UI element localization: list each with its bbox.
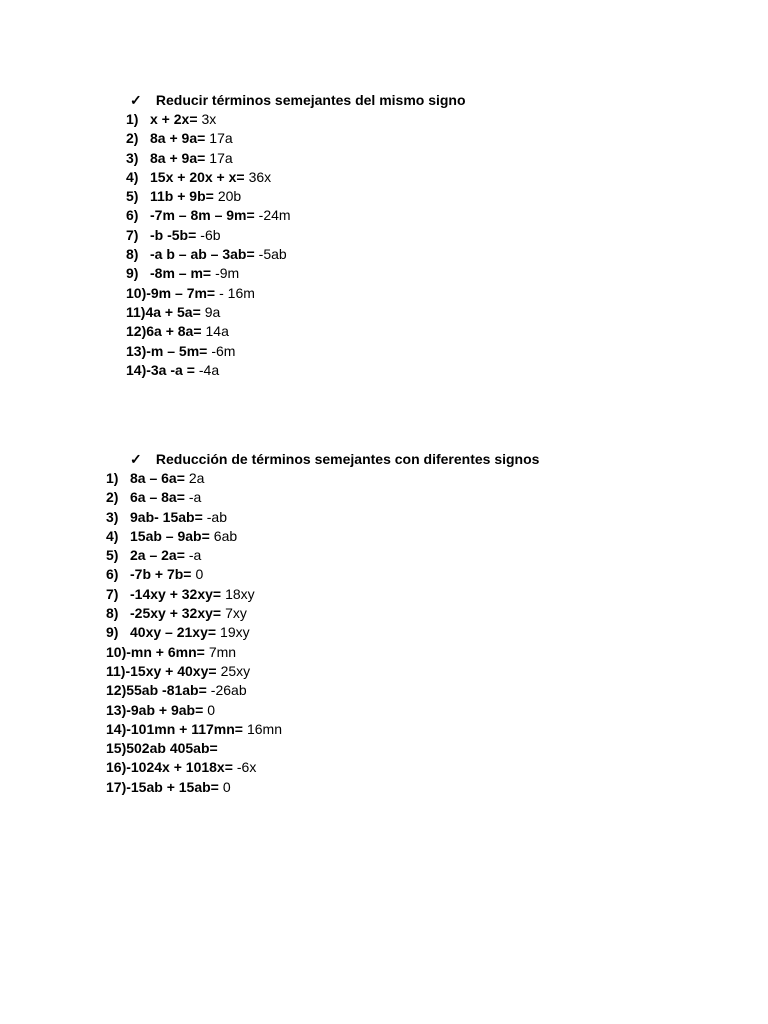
item-number: 11) [126,303,146,320]
list-item [0,701,768,720]
item-expression: 55ab -81ab= [126,682,207,699]
list-item [0,284,768,303]
item-number: 14) [106,720,127,737]
item-number: 14) [126,361,147,378]
item-expression: 6a – 8a= [130,489,185,506]
item-result: -5ab [258,246,287,263]
item-number: 4) [106,527,119,544]
item-result: 0 [207,701,216,718]
item-result: 19xy [220,624,250,641]
item-expression: 9ab- 15ab= [130,508,203,525]
item-number: 6) [106,566,119,583]
item-expression: -9m – 7m= [146,284,216,301]
list-item [0,488,768,507]
item-number: 6) [126,207,139,224]
item-number: 2) [106,489,119,506]
item-expression: -14xy + 32xy= [130,585,222,602]
item-number: 17) [106,778,127,795]
list-item [0,264,768,283]
list-item [0,585,768,604]
item-result: 2a [188,470,205,486]
exercise-list [0,110,768,380]
item-expression: 8a + 9a= [150,130,206,147]
list-item [0,508,768,527]
item-expression: x + 2x= [150,111,198,127]
list-item [0,149,768,168]
item-number: 8) [126,246,139,263]
list-item [0,322,768,341]
item-result: -24m [258,207,291,224]
list-item [0,110,768,129]
list-item [0,206,768,225]
item-number: 15) [106,740,127,757]
item-number: 5) [106,547,119,564]
item-number: 7) [126,226,139,243]
item-expression: -9ab + 9ab= [126,701,204,718]
item-result: 6ab [213,527,238,544]
item-expression: 2a – 2a= [130,547,185,564]
item-expression: -a b – ab – 3ab= [150,246,255,263]
list-item [0,469,768,488]
item-number: 13) [106,701,127,718]
item-expression: 40xy – 21xy= [130,624,217,641]
item-result: - 16m [219,284,255,301]
list-item [0,361,768,380]
item-result: 17a [209,130,233,147]
list-item [0,681,768,700]
item-result: -a [188,547,202,564]
item-number: 5) [126,188,139,205]
item-number: 3) [106,508,119,525]
item-result: 17a [209,149,233,166]
item-result: -6x [236,759,257,776]
item-number: 11) [106,662,126,679]
item-expression: 4a + 5a= [145,303,201,320]
list-item [0,187,768,206]
item-result: 9a [204,303,221,320]
list-item [0,565,768,584]
section-heading [0,90,768,110]
item-expression: 11b + 9b= [150,188,214,205]
item-result: 25xy [220,662,251,679]
item-expression: -7b + 7b= [130,566,192,583]
item-number: 9) [126,265,139,282]
list-item [0,303,768,322]
item-expression: -8m – m= [150,265,212,282]
item-expression: -1024x + 1018x= [126,759,233,776]
list-item [0,662,768,681]
list-item [0,778,768,797]
item-result: 3x [201,111,217,127]
list-item [0,739,768,758]
item-result: -a [188,489,202,506]
item-result: -ab [206,508,227,525]
item-expression: 15x + 20x + x= [150,168,245,185]
list-item [0,226,768,245]
list-item [0,623,768,642]
section-same-sign [0,90,768,380]
item-number: 10) [126,284,147,301]
item-number: 1) [126,111,139,127]
item-result: 20b [217,188,242,205]
item-expression: 6a + 8a= [146,323,202,340]
item-expression: -15xy + 40xy= [125,662,217,679]
item-expression: -25xy + 32xy= [130,605,222,622]
item-number: 1) [106,470,119,486]
item-expression: -15ab + 15ab= [126,778,219,795]
item-result: 0 [222,778,231,795]
item-result: 7xy [225,605,247,622]
item-result: -6b [200,226,221,243]
item-expression: -3a -a = [146,361,195,378]
list-item [0,245,768,264]
item-number: 4) [126,168,139,185]
checkmark-icon: ✓ [130,92,142,108]
item-expression: -mn + 6mn= [126,643,205,660]
item-expression: 502ab 405ab= [126,740,218,757]
item-number: 13) [126,342,147,359]
item-result: 18xy [225,585,255,602]
section-title: Reducir términos semejantes del mismo signo [155,92,466,108]
item-number: 9) [106,624,119,641]
section-different-signs [0,449,768,797]
item-number: 8) [106,605,119,622]
list-item [0,758,768,777]
list-item [0,168,768,187]
item-number: 12) [106,682,127,699]
item-number: 2) [126,130,139,147]
item-expression: 8a – 6a= [130,470,185,486]
item-expression: -101mn + 117mn= [126,720,243,737]
section-title: Reducción de términos semejantes con diferentes signos [155,451,540,467]
list-item [0,527,768,546]
item-result: 0 [195,566,204,583]
item-result: 7mn [208,643,237,660]
item-result: -9m [215,265,240,282]
item-number: 3) [126,149,139,166]
item-expression: -7m – 8m – 9m= [150,207,255,224]
checkmark-icon: ✓ [130,451,142,467]
item-result: -6m [211,342,236,359]
list-item [0,643,768,662]
section-heading [0,449,768,469]
exercise-list [0,469,768,797]
item-result: 16mn [246,720,283,737]
item-number: 10) [106,643,127,660]
item-expression: 15ab – 9ab= [130,527,210,544]
item-expression: 8a + 9a= [150,149,206,166]
list-item [0,342,768,361]
list-item [0,720,768,739]
item-result: 36x [248,168,272,185]
list-item [0,546,768,565]
list-item [0,604,768,623]
item-result: 14a [205,323,229,340]
list-item [0,129,768,148]
item-expression: -b -5b= [150,226,197,243]
item-number: 7) [106,585,119,602]
item-expression: -m – 5m= [146,342,208,359]
item-number: 16) [106,759,127,776]
item-result: -4a [198,361,220,378]
item-result: -26ab [210,682,247,699]
item-number: 12) [126,323,147,340]
